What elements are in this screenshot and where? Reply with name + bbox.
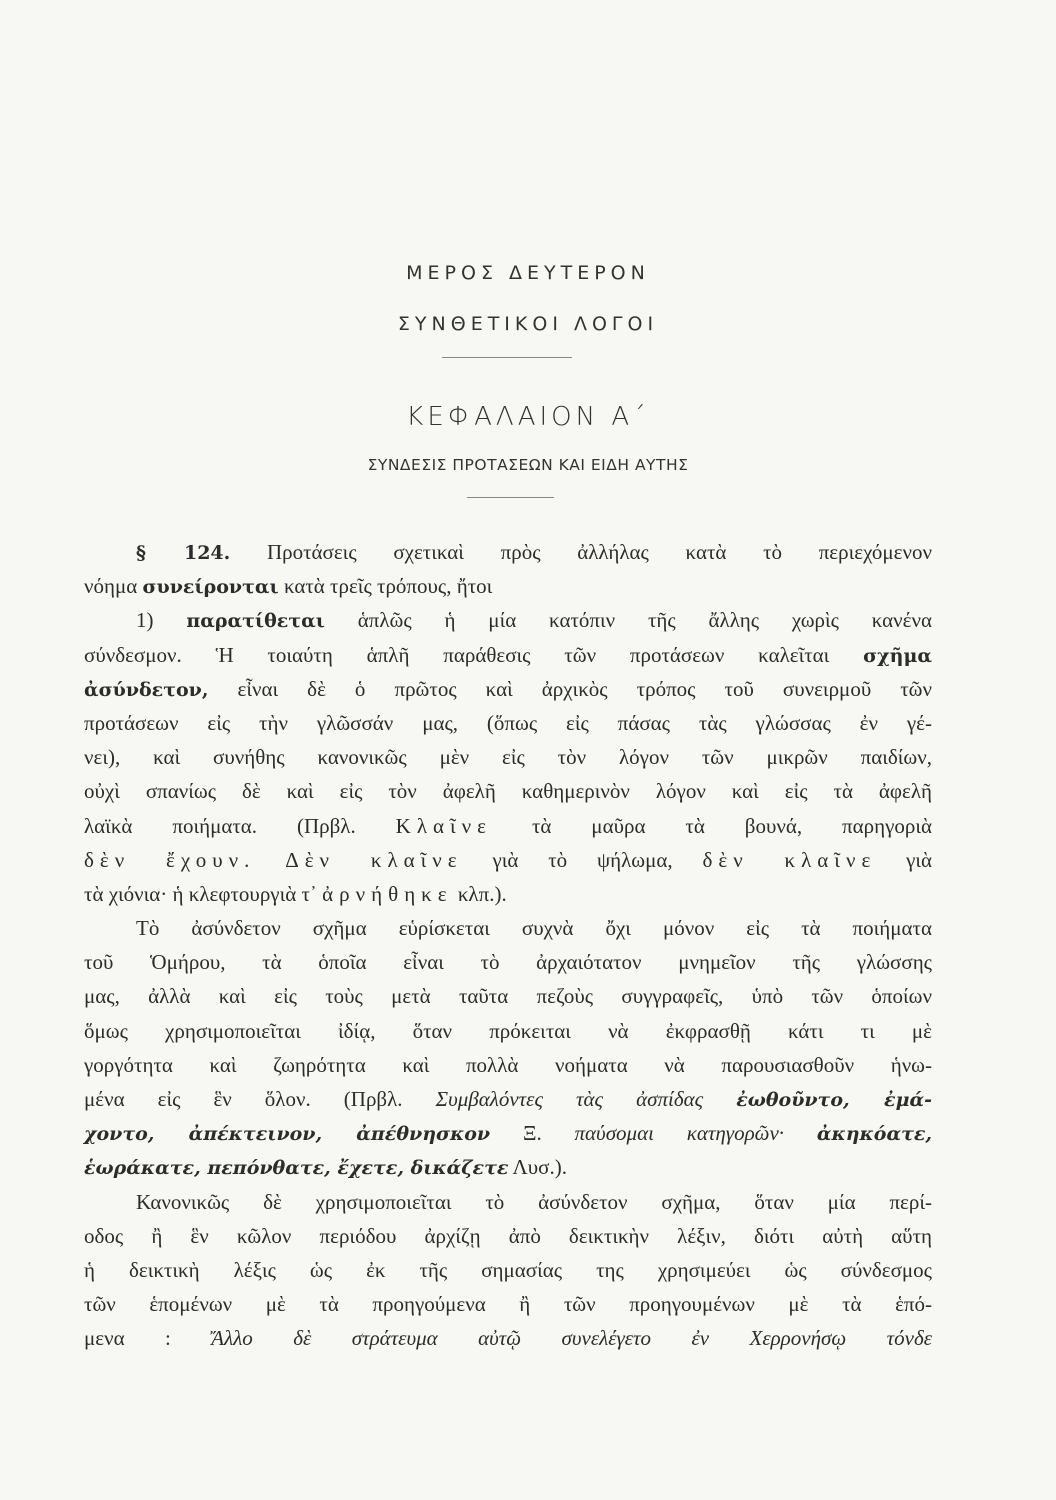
spaced-text: δὲν ἔχουν. [84, 847, 256, 872]
text-line: προτάσεων εἰς τὴν γλῶσσάν μας, (ὅπως εἰς πάσας τὰς γλώσσας ἐν γέ- [84, 710, 932, 735]
bold-italic-quote: χοντο, ἀπέκτεινον, ἀπέθνησκον [84, 1123, 491, 1146]
text-line: νει), καὶ συνήθης κανονικῶς μὲν εἰς τὸν λόγον τῶν μικρῶν παιδίων, [84, 745, 932, 770]
bold-italic-quote: ἑωράκατε, πεπόνθατε, ἔχετε, δικάζετε [84, 1157, 509, 1180]
text-line: δὲν ἔχουν. Δὲν κλαῖνε γιὰ τὸ ψήλωμα, δὲν κλαῖνε γιὰ [84, 847, 933, 872]
bold-term: ἀσύνδετον, [84, 678, 209, 701]
spaced-text: Δὲν κλαῖνε [285, 847, 463, 872]
bold-term: συνείρονται [142, 576, 279, 599]
text-line: μένα εἰς ἓν ὅλον. (Πρβλ. Συμβαλόντες τὰς ἀσπίδας ἐωθοῦντο, ἐμά- [84, 1087, 933, 1111]
text-line: λαϊκὰ ποιήματα. (Πρβλ. Κλαῖνε τὰ μαῦρα τὰ βουνά, παρηγοριὰ [84, 813, 932, 838]
bold-italic-quote: ἐωθοῦντο, ἐμά- [736, 1089, 933, 1111]
italic-quote: Ἄλλο δὲ στράτευμα αὐτῷ συνελέγετο ἐν Χερρονήσῳ τόνδε [211, 1326, 932, 1351]
italic-quote: παύσομαι κατηγορῶν· [574, 1121, 785, 1146]
bold-term: σχῆμα [863, 644, 933, 667]
text-line: μενα : Ἄλλο δὲ στράτευμα αὐτῷ συνελέγετο ἐν Χερρονήσῳ τόνδε [84, 1326, 932, 1351]
italic-quote: Συμβαλόντες τὰς ἀσπίδας [435, 1087, 704, 1111]
spaced-text: δὲν κλαῖνε [702, 847, 877, 872]
text-line: τῶν ἑπομένων μὲ τὰ προηγούμενα ἢ τῶν προηγουμένων μὲ τὰ ἑπό- [84, 1292, 932, 1317]
chapter-subtitle: ΣΥΝΔΕΣΙΣ ΠΡΟΤΑΣΕΩΝ ΚΑΙ ΕΙΔΗ ΑΥΤΗΣ [367, 456, 689, 474]
text-line: 1) παρατίθεται ἁπλῶς ἡ μία κατόπιν τῆς ἄλλης χωρὶς κανένα [136, 608, 932, 633]
text-line: νόημα συνείρονται κατὰ τρεῖς τρόπους, ἤτοι [84, 574, 493, 599]
bold-italic-quote: ἀκηκόατε, [816, 1123, 933, 1146]
divider-rule [442, 357, 572, 358]
part-title: ΜΕΡΟΣ ΔΕΥΤΕΡΟΝ [406, 262, 650, 284]
text-line: τὰ χιόνια· ἡ κλεφτουργιὰ τ᾿ ἀρνήθηκε κλπ.). [84, 881, 507, 906]
text-line: οδος ἢ ἓν κῶλον περιόδου ἀρχίζῃ ἀπὸ δεικτικὴν λέξιν, διότι αὐτὴ αὕτη [84, 1223, 932, 1248]
text-line: ὅμως χρησιμοποιεῖται ἰδίᾳ, ὅταν πρόκειται νὰ ἐκφρασθῇ κάτι τι μὲ [84, 1018, 932, 1043]
text-line: σύνδεσμον. Ἡ τοιαύτη ἁπλῆ παράθεσις τῶν προτάσεων καλεῖται σχῆμα [84, 642, 933, 667]
text-line: τοῦ Ὁμήρου, τὰ ὁποῖα εἶναι τὸ ἀρχαιότατον μνημεῖον τῆς γλώσσης [84, 950, 932, 975]
divider-rule [467, 497, 554, 498]
chapter-title: ΚΕΦΑΛΑΙΟΝ Α΄ [406, 402, 650, 432]
text-line: γοργότητα καὶ ζωηρότητα καὶ πολλὰ νοήματα νὰ παρουσιασθοῦν ἡνω- [84, 1052, 932, 1077]
spaced-text: ἀρνήθηκε [322, 881, 453, 906]
text-line: § 124. Προτάσεις σχετικαὶ πρὸς ἀλλήλας κατὰ τὸ περιεχόμενον [136, 540, 932, 564]
text-line: ἀσύνδετον, εἶναι δὲ ὁ πρῶτος καὶ ἀρχικὸς τρόπος τοῦ συνειρμοῦ τῶν [84, 676, 933, 701]
section-number: § 124. [136, 542, 231, 564]
bold-term: παρατίθεται [186, 610, 325, 633]
text-line: μας, ἀλλὰ καὶ εἰς τοὺς μετὰ ταῦτα πεζοὺς συγγραφεῖς, ὑπὸ τῶν ὁποίων [84, 984, 932, 1009]
text-line: Κανονικῶς δὲ χρησιμοποιεῖται τὸ ἀσύνδετον σχῆμα, ὅταν μία περί- [136, 1189, 932, 1214]
text-line: ἑωράκατε, πεπόνθατε, ἔχετε, δικάζετε Λυσ.). [84, 1155, 567, 1180]
text-line: χοντο, ἀπέκτεινον, ἀπέθνησκον Ξ. παύσομαι κατηγορῶν· ἀκηκόατε, [84, 1121, 933, 1146]
spaced-text: Κλαῖνε [395, 813, 492, 838]
text-line: ἡ δεικτικὴ λέξις ὡς ἐκ τῆς σημασίας της χρησιμεύει ὡς σύνδεσμος [84, 1257, 932, 1282]
text-line: Τὸ ἀσύνδετον σχῆμα εὑρίσκεται συχνὰ ὄχι μόνον εἰς τὰ ποιήματα [136, 916, 932, 941]
text-line: οὐχὶ σπανίως δὲ καὶ εἰς τὸν ἀφελῆ καθημερινὸν λόγον καὶ εἰς τὰ ἀφελῆ [84, 779, 932, 804]
body-text [84, 535, 932, 1356]
part-subtitle: ΣΥΝΘΕΤΙΚΟΙ ΛΟΓΟΙ [397, 313, 659, 335]
